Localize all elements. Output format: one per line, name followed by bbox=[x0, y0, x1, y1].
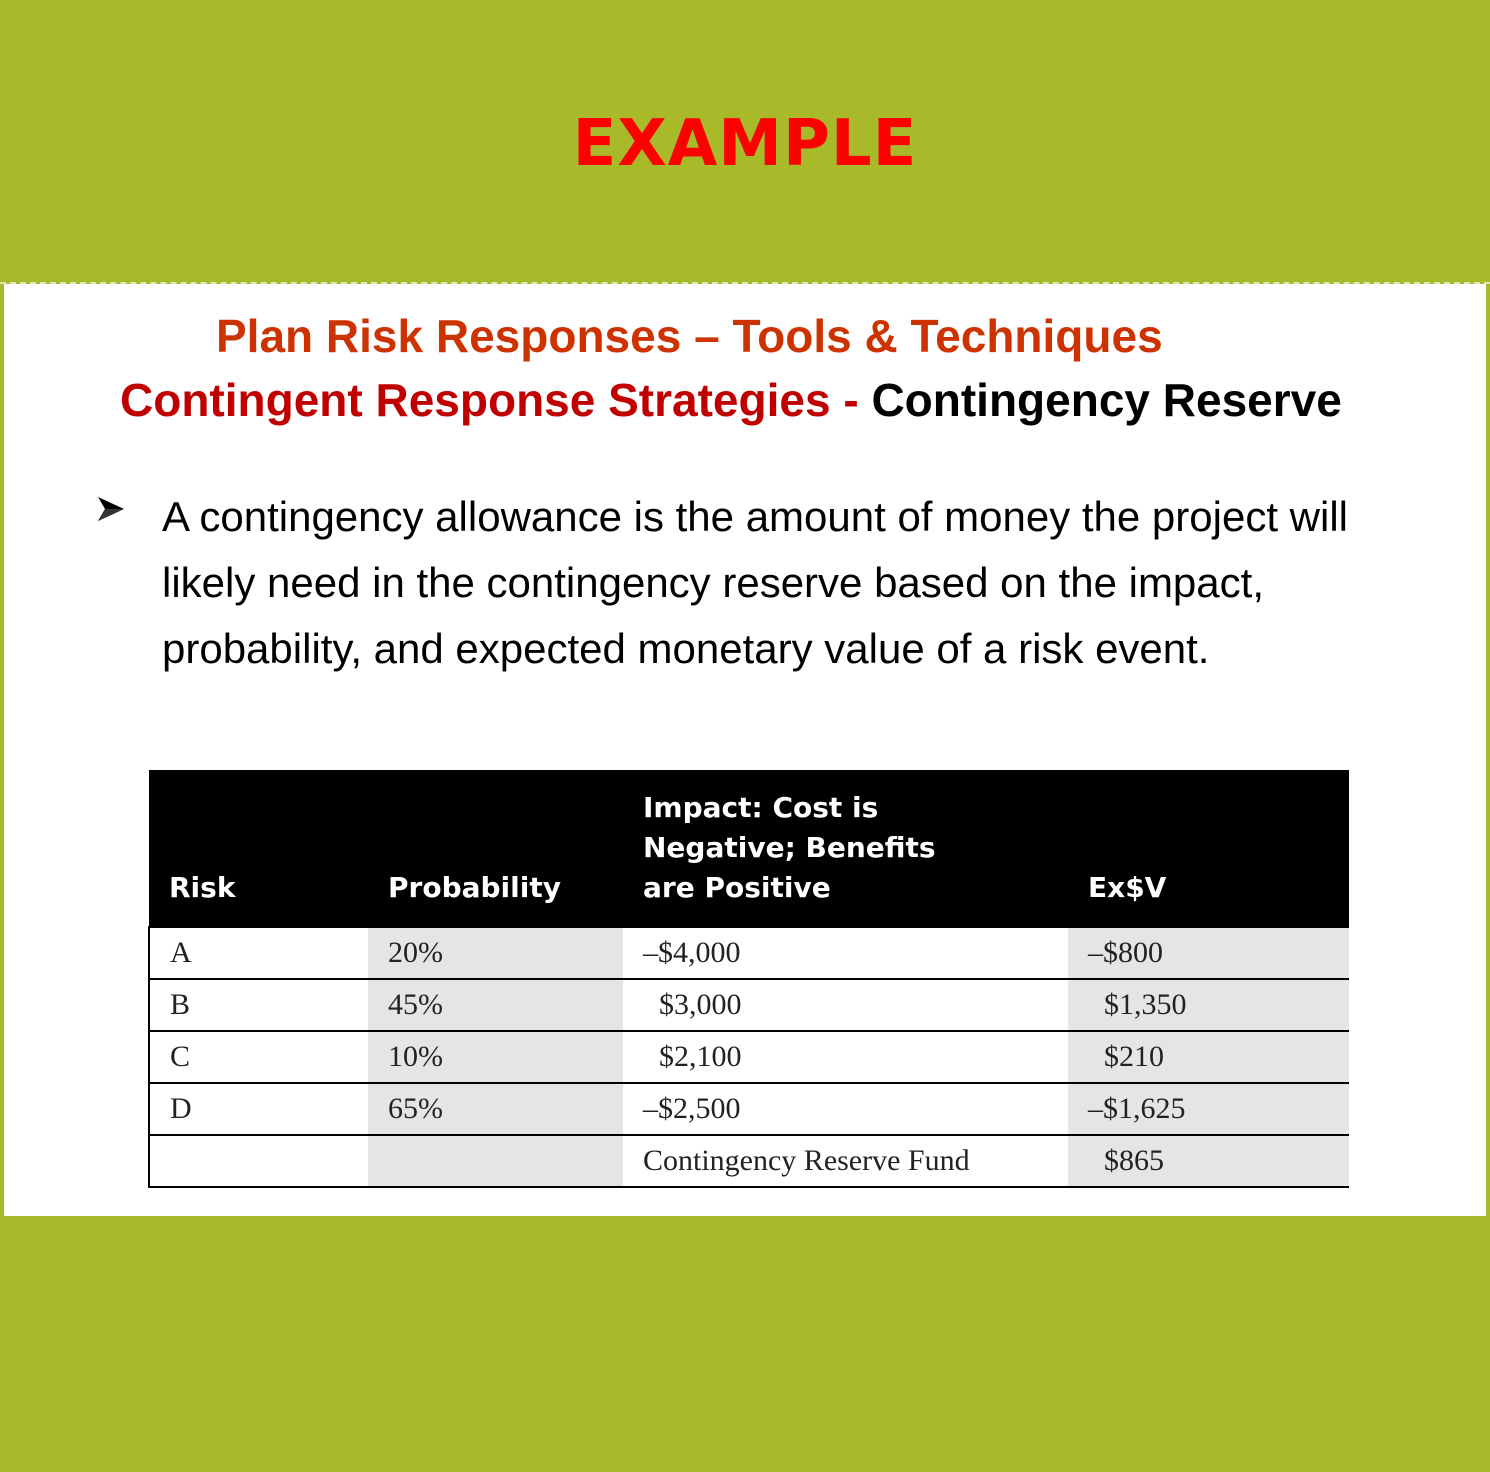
cell-risk: B bbox=[149, 979, 368, 1031]
cell-exv: $1,350 bbox=[1068, 979, 1349, 1031]
header-probability: Probability bbox=[368, 770, 623, 927]
header-exv: Ex$V bbox=[1068, 770, 1349, 927]
table-row bbox=[149, 1083, 1349, 1135]
cell-exv: –$1,625 bbox=[1068, 1083, 1349, 1135]
subtitle-red-part: Contingent Response Strategies - bbox=[120, 374, 872, 426]
slide-title: Plan Risk Responses – Tools & Techniques bbox=[216, 310, 1163, 362]
cell-probability: 20% bbox=[368, 927, 623, 979]
total-value: $865 bbox=[1068, 1135, 1349, 1187]
cell-probability: 45% bbox=[368, 979, 623, 1031]
cell-empty bbox=[149, 1135, 368, 1187]
cell-risk: C bbox=[149, 1031, 368, 1083]
subtitle-black-part: Contingency Reserve bbox=[871, 374, 1342, 426]
cell-risk: A bbox=[149, 927, 368, 979]
example-heading: EXAMPLE bbox=[572, 107, 918, 181]
bullet-point bbox=[96, 484, 1386, 682]
table-total-row bbox=[149, 1135, 1349, 1187]
slide-subtitle bbox=[120, 372, 1342, 428]
table-header-row bbox=[149, 770, 1349, 927]
cell-impact: $3,000 bbox=[623, 979, 1068, 1031]
header-impact-line3: are Positive bbox=[643, 871, 831, 904]
cell-empty bbox=[368, 1135, 623, 1187]
header-impact-line1: Impact: Cost is bbox=[643, 791, 879, 824]
cell-impact: –$2,500 bbox=[623, 1083, 1068, 1135]
header-impact-line2: Negative; Benefits bbox=[643, 831, 936, 864]
total-label: Contingency Reserve Fund bbox=[623, 1135, 1068, 1187]
cell-probability: 65% bbox=[368, 1083, 623, 1135]
cell-impact: –$4,000 bbox=[623, 927, 1068, 979]
table-row bbox=[149, 927, 1349, 979]
cell-exv: $210 bbox=[1068, 1031, 1349, 1083]
cell-probability: 10% bbox=[368, 1031, 623, 1083]
cell-risk: D bbox=[149, 1083, 368, 1135]
bottom-band bbox=[0, 1216, 1490, 1472]
table-row bbox=[149, 1031, 1349, 1083]
cell-impact: $2,100 bbox=[623, 1031, 1068, 1083]
header-impact bbox=[623, 770, 1068, 927]
risk-table bbox=[148, 770, 1349, 1188]
arrow-bullet-icon bbox=[96, 494, 126, 524]
cell-exv: –$800 bbox=[1068, 927, 1349, 979]
bullet-text: A contingency allowance is the amount of money the project will likely need in the contingency reserve based on the impact, probability, and expected monetary value of a risk event. bbox=[162, 493, 1348, 672]
header-risk: Risk bbox=[149, 770, 368, 927]
table-row bbox=[149, 979, 1349, 1031]
